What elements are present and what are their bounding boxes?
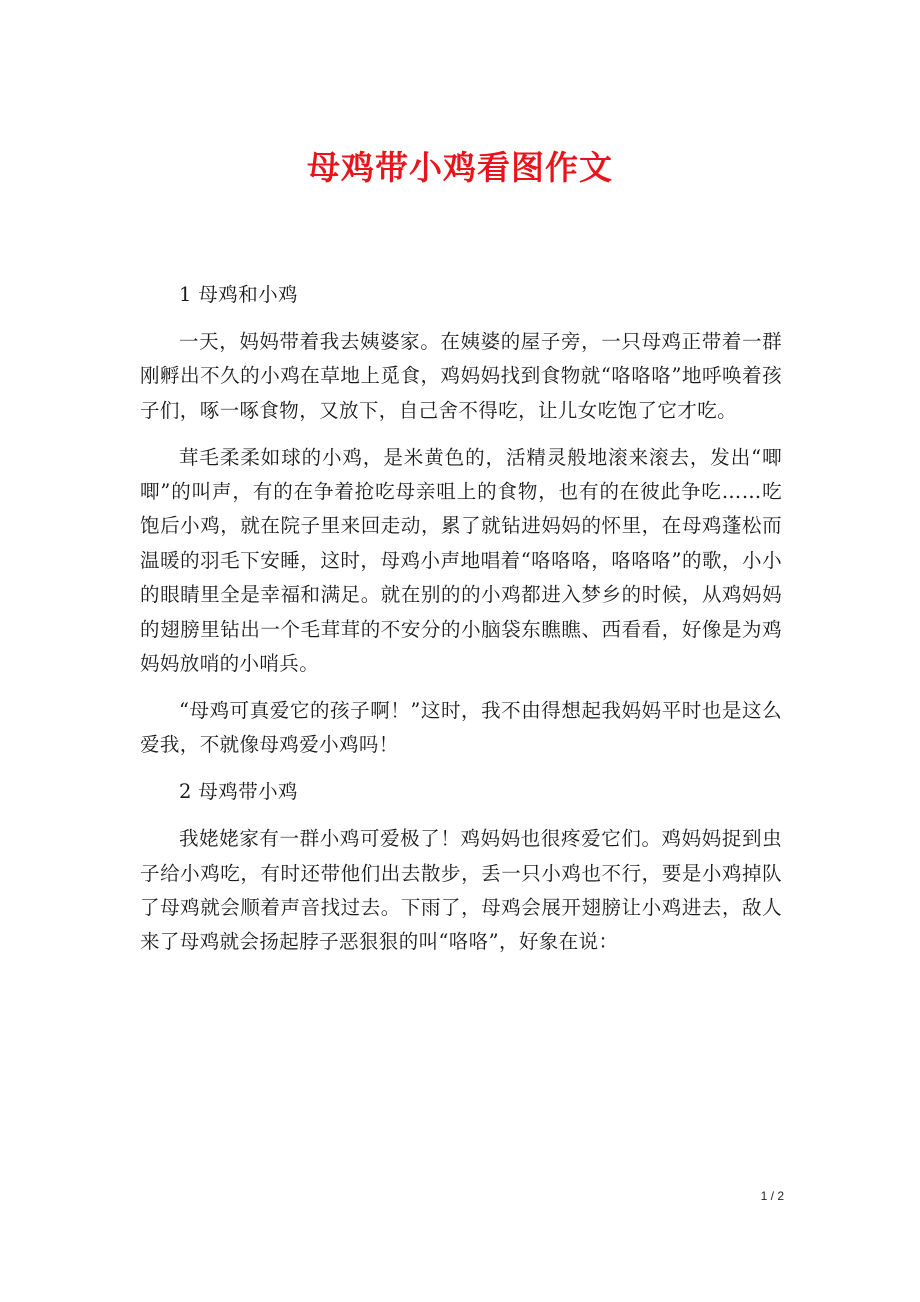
paragraph: 茸毛柔柔如球的小鸡，是米黄色的，活精灵般地滚来滚去，发出“唧唧”的叫声，有的在争着抢吃母亲咀上的食物，也有的在彼此争吃……吃饱后小鸡，就在院子里来回走动，累了就钻进妈妈的怀里，在母鸡蓬松而温暖的羽毛下安睡，这时，母鸡小声地唱着“咯咯咯，咯咯咯”的歌，小小的眼睛里全是幸福和满足。就在别的的小鸡都进入梦乡的时候，从鸡妈妈的翅膀里钻出一个毛茸茸的不安分的小脑袋东瞧瞧、西看看，好像是为鸡妈妈放哨的小哨兵。 [140,445,782,676]
paragraph: 一天，妈妈带着我去姨婆家。在姨婆的屋子旁，一只母鸡正带着一群刚孵出不久的小鸡在草地上觅食，鸡妈妈找到食物就“咯咯咯”地呼唤着孩子们，啄一啄食物，又放下，自己舍不得吃，让儿女吃饱了它才吃。 [140,329,782,422]
section-heading: 2 母鸡带小鸡 [179,780,298,804]
document-body [140,278,782,960]
document-title: 母鸡带小鸡看图作文 [307,148,613,187]
section-heading: 1 母鸡和小鸡 [179,283,298,306]
page-number: 1 / 2 [760,1189,784,1203]
paragraph: 我姥姥家有一群小鸡可爱极了！鸡妈妈也很疼爱它们。鸡妈妈捉到虫子给小鸡吃，有时还带他们出去散步，丢一只小鸡也不行，要是小鸡掉队了母鸡就会顺着声音找过去。下雨了，母鸡会展开翅膀让小鸡进去，敌人来了母鸡就会扬起脖子恶狠狠的叫“咯咯”，好象在说： [140,827,782,954]
paragraph: “母鸡可真爱它的孩子啊！”这时，我不由得想起我妈妈平时也是这么爱我，不就像母鸡爱小鸡吗！ [140,698,782,757]
